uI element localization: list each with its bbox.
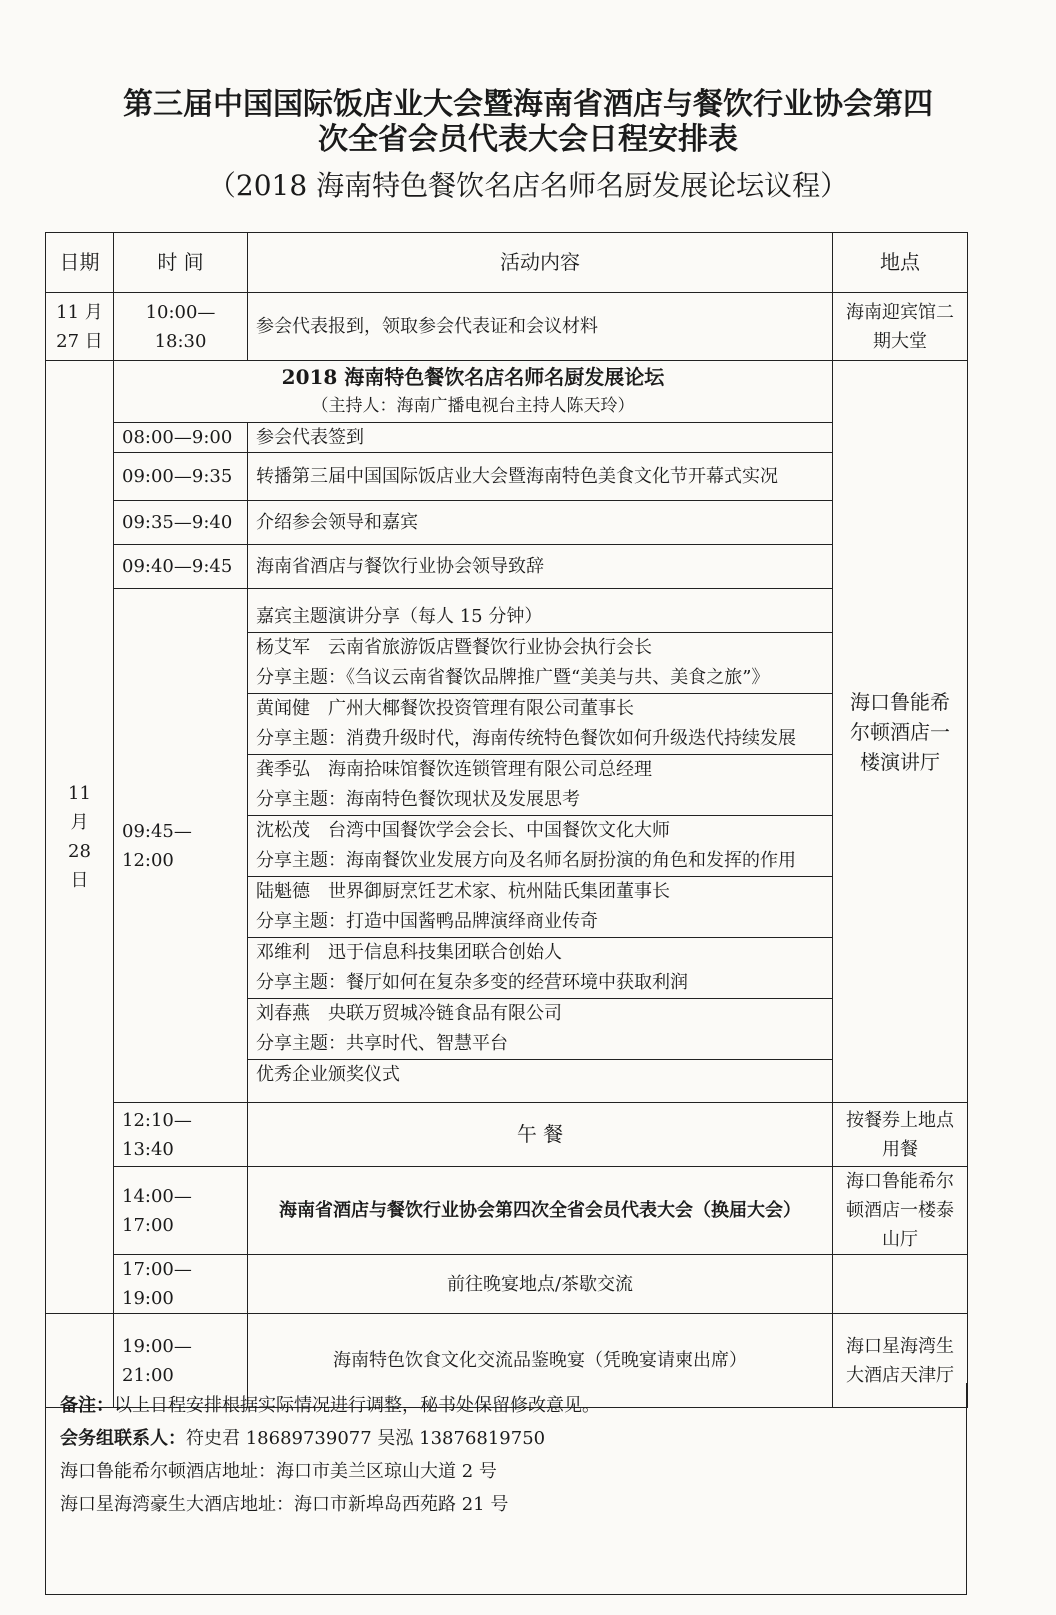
item-time: 09:40—9:45 (114, 545, 248, 589)
speaker-name: 邓维利 迅于信息科技集团联合创始人 (256, 941, 562, 963)
speaker-topic: 分享主题：共享时代、智慧平台 (256, 1032, 508, 1054)
day1-row (46, 293, 968, 361)
assembly-location: 海口鲁能希尔顿酒店一楼泰山厅 (833, 1167, 968, 1255)
hilton-label: 海口鲁能希尔顿酒店地址： (60, 1461, 276, 1482)
hilton-address-line (60, 1455, 952, 1488)
speech-intro: 嘉宾主题演讲分享（每人 15 分钟） (248, 602, 832, 633)
hilton-address: 海口市美兰区琼山大道 2 号 (276, 1461, 497, 1482)
speaker-name: 杨艾军 云南省旅游饭店暨餐饮行业协会执行会长 (256, 636, 652, 658)
schedule-row (46, 423, 968, 453)
speaker-block (248, 877, 832, 938)
speaker-block (248, 816, 832, 877)
day1-activity: 参会代表报到，领取参会代表证和会议材料 (248, 293, 833, 361)
schedule-row (46, 453, 968, 501)
xinghai-label: 海口星海湾豪生大酒店地址： (60, 1494, 294, 1515)
assembly-time: 14:00—17:00 (114, 1167, 248, 1255)
speech-time: 09:45—12:00 (114, 589, 248, 1103)
speaker-topic: 分享主题：消费升级时代，海南传统特色餐饮如何升级迭代持续发展 (256, 727, 796, 749)
speaker-topic: 分享主题：海南特色餐饮现状及发展思考 (256, 788, 580, 810)
day1-date: 11 月 27 日 (46, 293, 114, 361)
award-ceremony: 优秀企业颁奖仪式 (256, 1063, 400, 1085)
lunch-location: 按餐券上地点用餐 (833, 1103, 968, 1167)
contact-label: 会务组联系人： (60, 1428, 186, 1449)
xinghai-address: 海口市新埠岛西苑路 21 号 (294, 1494, 509, 1515)
tea-activity: 前往晚宴地点/茶歇交流 (248, 1255, 833, 1314)
item-activity: 介绍参会领导和嘉宾 (248, 501, 833, 545)
speaker-topic: 分享主题：打造中国酱鸭品牌演绎商业传奇 (256, 910, 598, 932)
item-time: 09:00—9:35 (114, 453, 248, 501)
banquet-location: 海口星海湾生大酒店天津厅 (833, 1314, 968, 1408)
forum-host: （主持人：海南广播电视台主持人陈天玲） (311, 395, 635, 416)
title-line-2: 次全省会员代表大会日程安排表 (318, 122, 738, 157)
schedule-row (46, 501, 968, 545)
xinghai-address-line (60, 1488, 952, 1521)
speaker-name: 龚季弘 海南拾味馆餐饮连锁管理有限公司总经理 (256, 758, 652, 780)
speaker-topic: 分享主题：海南餐饮业发展方向及名师名厨扮演的角色和发挥的作用 (256, 849, 796, 871)
forum-header (114, 361, 833, 423)
day1-location: 海南迎宾馆二期大堂 (833, 293, 968, 361)
forum-location: 海口鲁能希尔顿酒店一楼演讲厅 (833, 361, 968, 1103)
lunch-activity: 午 餐 (248, 1103, 833, 1167)
lunch-time: 12:10—13:40 (114, 1103, 248, 1167)
tea-time: 17:00—19:00 (114, 1255, 248, 1314)
speaker-block (248, 755, 832, 816)
lunch-row (46, 1103, 968, 1167)
speaker-topic: 分享主题：《刍议云南省餐饮品牌推广暨“美美与共、美食之旅”》 (256, 666, 770, 688)
speaker-name: 黄闻健 广州大椰餐饮投资管理有限公司董事长 (256, 697, 634, 719)
tea-row (46, 1255, 968, 1314)
speech-row (46, 589, 968, 1103)
remark-label: 备注： (60, 1395, 114, 1416)
speaker-block (248, 633, 832, 694)
speaker-block (248, 694, 832, 755)
forum-title: 2018 海南特色餐饮名店名师名厨发展论坛 (281, 364, 665, 389)
assembly-activity: 海南省酒店与餐饮行业协会第四次全省会员代表大会（换届大会） (248, 1167, 833, 1255)
speaker-name: 刘春燕 央联万贸城冷链食品有限公司 (256, 1002, 562, 1024)
speaker-block (248, 938, 832, 999)
forum-row (46, 361, 968, 423)
schedule-table (45, 232, 968, 1408)
header-time: 时 间 (114, 233, 248, 293)
speech-content (248, 589, 833, 1103)
notes-section (45, 1383, 967, 1595)
subtitle: （2018 海南特色餐饮名店名师名厨发展论坛议程） (207, 169, 849, 202)
speaker-topic: 分享主题：餐厅如何在复杂多变的经营环境中获取利润 (256, 971, 688, 993)
remark-text: 以上日程安排根据实际情况进行调整，秘书处保留修改意见。 (114, 1395, 600, 1416)
header-date: 日期 (46, 233, 114, 293)
contact-text: 符史君 18689739077 吴泓 13876819750 (186, 1428, 546, 1449)
item-activity: 海南省酒店与餐饮行业协会领导致辞 (248, 545, 833, 589)
tea-location (833, 1255, 968, 1314)
remark-line (60, 1389, 952, 1422)
assembly-row (46, 1167, 968, 1255)
speaker-block (248, 999, 832, 1060)
speaker-name: 沈松茂 台湾中国餐饮学会会长、中国餐饮文化大师 (256, 819, 670, 841)
day1-time: 10:00—18:30 (114, 293, 248, 361)
header-activity: 活动内容 (248, 233, 833, 293)
title-line-1: 第三届中国国际饭店业大会暨海南省酒店与餐饮行业协会第四 (123, 87, 933, 122)
banquet-time: 19:00—21:00 (114, 1314, 248, 1408)
header-location: 地点 (833, 233, 968, 293)
contact-line (60, 1422, 952, 1455)
banquet-activity: 海南特色饮食文化交流品鉴晚宴（凭晚宴请柬出席） (248, 1314, 833, 1408)
item-activity: 参会代表签到 (248, 423, 833, 453)
item-time: 08:00—9:00 (114, 423, 248, 453)
day2-date: 11 月 28 日 (46, 361, 114, 1314)
speaker-name: 陆魁德 世界御厨烹饪艺术家、杭州陆氏集团董事长 (256, 880, 670, 902)
header-row (46, 233, 968, 293)
item-activity: 转播第三届中国国际饭店业大会暨海南特色美食文化节开幕式实况 (248, 453, 833, 501)
schedule-row (46, 545, 968, 589)
item-time: 09:35—9:40 (114, 501, 248, 545)
